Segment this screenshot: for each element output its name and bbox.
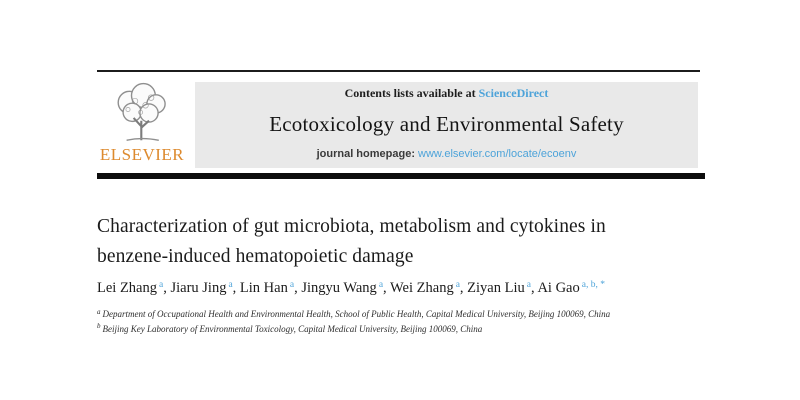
affiliation-text: Department of Occupational Health and Environmental Health, School of Public Health, Capital Medical University, Beijing 100069, China xyxy=(102,309,611,319)
author: Lei Zhang $^a$, xyxy=(97,280,171,296)
affiliation-sup: b xyxy=(97,322,101,330)
author-affil-sup: a xyxy=(526,280,531,290)
article-title xyxy=(97,212,697,272)
elsevier-logo xyxy=(95,80,189,170)
author: Jiaru Jing $^a$, xyxy=(170,280,240,296)
sciencedirect-link[interactable]: ScienceDirect xyxy=(478,86,549,100)
article-title-line-1: Characterization of gut microbiota, metabolism and cytokines in xyxy=(97,216,606,237)
homepage-url-link[interactable]: www.elsevier.com/locate/ecoenv xyxy=(418,148,577,160)
contents-line xyxy=(345,86,549,101)
author-affil-sup: a xyxy=(289,280,295,290)
affiliation xyxy=(97,308,717,323)
author-affil-sup: a xyxy=(159,280,164,290)
homepage-line xyxy=(317,148,577,160)
article-title-line-2: benzene-induced hematopoietic damage xyxy=(97,246,414,267)
affiliation xyxy=(97,323,717,338)
affiliation-list xyxy=(97,308,717,337)
author-list xyxy=(97,280,737,297)
author-affil-sup: a xyxy=(228,280,233,290)
contents-text: Contents lists available at xyxy=(344,86,479,100)
header-bottom-rule xyxy=(97,173,705,179)
elsevier-tree-icon xyxy=(107,80,177,146)
elsevier-wordmark: ELSEVIER xyxy=(99,145,185,164)
author-affil-sup: a xyxy=(378,280,384,290)
affiliation-text: Beijing Key Laboratory of Environmental Toxicology, Capital Medical University, Beijing 100069, China xyxy=(102,323,483,334)
author: Lin Han $^a$, xyxy=(239,280,302,296)
author-affil-sup corresponding-author-marker: a, b, * xyxy=(581,280,605,290)
journal-title: Ecotoxicology and Environmental Safety xyxy=(269,112,624,136)
affiliation-sup: a xyxy=(97,307,101,316)
author: Ai Gao $^{a, b, *}$ xyxy=(537,280,605,296)
author-affil-sup: a xyxy=(455,280,460,290)
author: Wei Zhang $^a$, xyxy=(390,280,468,296)
header-top-rule xyxy=(97,70,700,72)
homepage-label: journal homepage: xyxy=(316,148,419,160)
author: Ziyan Liu $^a$, xyxy=(467,280,538,296)
journal-banner xyxy=(195,82,698,168)
author: Jingyu Wang $^a$, xyxy=(301,280,391,296)
